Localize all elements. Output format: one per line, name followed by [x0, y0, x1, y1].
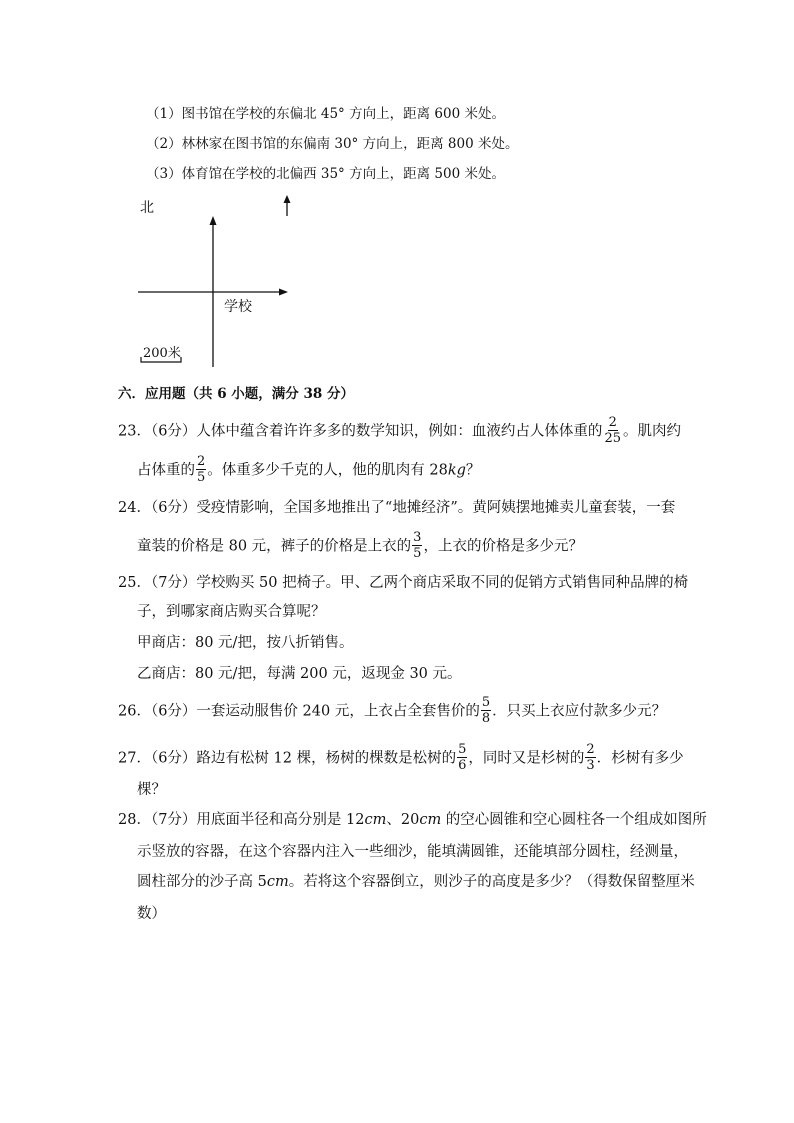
item-1: （1）图书馆在学校的东偏北 45° 方向上，距离 600 米处。 — [146, 106, 505, 122]
north-label: 北 — [140, 200, 154, 216]
horizontal-axis-arrow — [279, 289, 288, 296]
q25-line-2: 子，到哪家商店购买合算呢？ — [137, 604, 326, 620]
q24-line-2: 童装的价格是 80 元，裤子的价格是上衣的 $\frac{3}{5}$ ，上衣的价格是多少元？ — [137, 530, 583, 561]
q25-line-3: 甲商店：80 元/把，按八折销售。 — [137, 635, 354, 651]
q28-line-1: 28．（7分）用底面半径和高分别是 12cm、20cm 的空心圆锥和空心圆柱各一个组成如图所 — [118, 812, 707, 828]
q25-line-4: 乙商店：80 元/把，每满 200 元，返现金 30 元。 — [137, 666, 462, 682]
section-title: 六．应用题（共 6 小题，满分 38 分） — [118, 386, 354, 402]
origin-label: 学校 — [224, 299, 252, 315]
q23-line-2: 占体重的 $\frac{2}{5}$ 。体重多少千克的人，他的肌肉有 28kg？ — [137, 454, 481, 485]
vertical-axis-arrow — [210, 216, 217, 225]
q25-line-1: 25．（7分）学校购买 50 把椅子。甲、乙两个商店采取不同的促销方式销售同种品牌的椅 — [118, 575, 689, 591]
fraction: $\frac{5}{8}$ — [481, 695, 491, 726]
q24-line-1: 24．（6分）受疫情影响，全国多地推出了“地摊经济”。黄阿姨摆地摊卖儿童套装，一套 — [118, 500, 676, 516]
q28-line-4: 数） — [137, 906, 166, 922]
q26-line-1: 26．（6分）一套运动服售价 240 元，上衣占全套售价的 $\frac{5}{8}$ ．只买上衣应付款多少元？ — [118, 695, 667, 726]
item-2: （2）林林家在图书馆的东偏南 30° 方向上，距离 800 米处。 — [146, 136, 519, 152]
item-3: （3）体育馆在学校的北偏西 35° 方向上，距离 500 米处。 — [146, 166, 505, 182]
fraction: $\frac{2}{3}$ — [586, 742, 595, 773]
fraction: $\frac{3}{5}$ — [413, 530, 422, 561]
fraction: $\frac{5}{6}$ — [458, 742, 467, 773]
north-arrow-head — [284, 195, 291, 203]
scale-label: 200米 — [143, 346, 181, 361]
q27-line-2: 棵？ — [137, 782, 166, 798]
q28-line-3: 圆柱部分的沙子高 5cm。若将这个容器倒立，则沙子的高度是多少？（得数保留整厘米 — [137, 874, 695, 890]
q23-line-1: 23．（6分）人体中蕴含着许许多多的数学知识，例如：血液约占人体体重的 $\frac{2}{25}$ 。肌肉约 — [118, 415, 681, 446]
q27-line-1: 27．（6分）路边有松树 12 棵，杨树的棵数是松树的 $\frac{5}{6}$ ，同时又是杉树的 $\frac{2}{3}$ ．杉树有多少 — [118, 742, 684, 773]
fraction: $\frac{2}{25}$ — [604, 415, 621, 446]
fraction: $\frac{2}{5}$ — [197, 454, 206, 485]
q28-line-2: 示竖放的容器，在这个容器内注入一些细沙，能填满圆锥，还能填部分圆柱，经测量， — [137, 844, 688, 860]
